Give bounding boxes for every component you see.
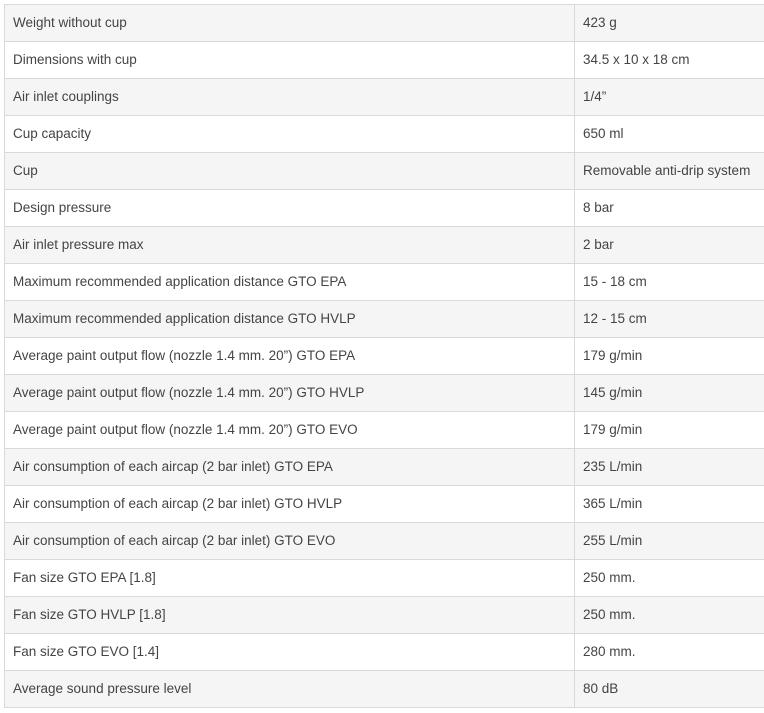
spec-label: Cup capacity [5, 116, 575, 153]
spec-label: Average paint output flow (nozzle 1.4 mm. 20”) GTO HVLP [5, 375, 575, 412]
spec-row [5, 412, 764, 449]
spec-label: Dimensions with cup [5, 42, 575, 79]
specifications-table-body [5, 5, 764, 708]
spec-value: 1/4” [575, 79, 764, 116]
spec-row [5, 523, 764, 560]
spec-value: Removable anti-drip system [575, 153, 764, 190]
spec-value: 145 g/min [575, 375, 764, 412]
spec-label: Air consumption of each aircap (2 bar inlet) GTO EPA [5, 449, 575, 486]
spec-label: Fan size GTO EVO [1.4] [5, 634, 575, 671]
spec-value: 80 dB [575, 671, 764, 708]
spec-label: Design pressure [5, 190, 575, 227]
spec-value: 280 mm. [575, 634, 764, 671]
spec-row [5, 264, 764, 301]
spec-value: 34.5 x 10 x 18 cm [575, 42, 764, 79]
spec-row [5, 301, 764, 338]
spec-value: 235 L/min [575, 449, 764, 486]
spec-value: 255 L/min [575, 523, 764, 560]
spec-label: Average paint output flow (nozzle 1.4 mm. 20”) GTO EPA [5, 338, 575, 375]
spec-row [5, 597, 764, 634]
spec-row [5, 671, 764, 708]
spec-label: Maximum recommended application distance GTO HVLP [5, 301, 575, 338]
spec-row [5, 338, 764, 375]
spec-row [5, 5, 764, 42]
specifications-table [4, 4, 764, 708]
spec-row [5, 190, 764, 227]
spec-label: Fan size GTO HVLP [1.8] [5, 597, 575, 634]
spec-row [5, 634, 764, 671]
spec-label: Air consumption of each aircap (2 bar inlet) GTO EVO [5, 523, 575, 560]
spec-row [5, 375, 764, 412]
spec-label: Maximum recommended application distance GTO EPA [5, 264, 575, 301]
spec-value: 423 g [575, 5, 764, 42]
spec-value: 365 L/min [575, 486, 764, 523]
spec-label: Average paint output flow (nozzle 1.4 mm. 20”) GTO EVO [5, 412, 575, 449]
spec-label: Weight without cup [5, 5, 575, 42]
spec-value: 15 - 18 cm [575, 264, 764, 301]
spec-row [5, 227, 764, 264]
spec-row [5, 486, 764, 523]
spec-label: Air inlet pressure max [5, 227, 575, 264]
spec-label: Fan size GTO EPA [1.8] [5, 560, 575, 597]
spec-label: Average sound pressure level [5, 671, 575, 708]
spec-value: 12 - 15 cm [575, 301, 764, 338]
spec-value: 179 g/min [575, 412, 764, 449]
spec-value: 250 mm. [575, 560, 764, 597]
spec-row [5, 153, 764, 190]
spec-label: Air consumption of each aircap (2 bar inlet) GTO HVLP [5, 486, 575, 523]
spec-value: 2 bar [575, 227, 764, 264]
spec-value: 250 mm. [575, 597, 764, 634]
spec-value: 179 g/min [575, 338, 764, 375]
spec-row [5, 79, 764, 116]
spec-value: 8 bar [575, 190, 764, 227]
spec-row [5, 560, 764, 597]
spec-row [5, 449, 764, 486]
spec-label: Air inlet couplings [5, 79, 575, 116]
spec-label: Cup [5, 153, 575, 190]
spec-row [5, 116, 764, 153]
spec-row [5, 42, 764, 79]
spec-value: 650 ml [575, 116, 764, 153]
